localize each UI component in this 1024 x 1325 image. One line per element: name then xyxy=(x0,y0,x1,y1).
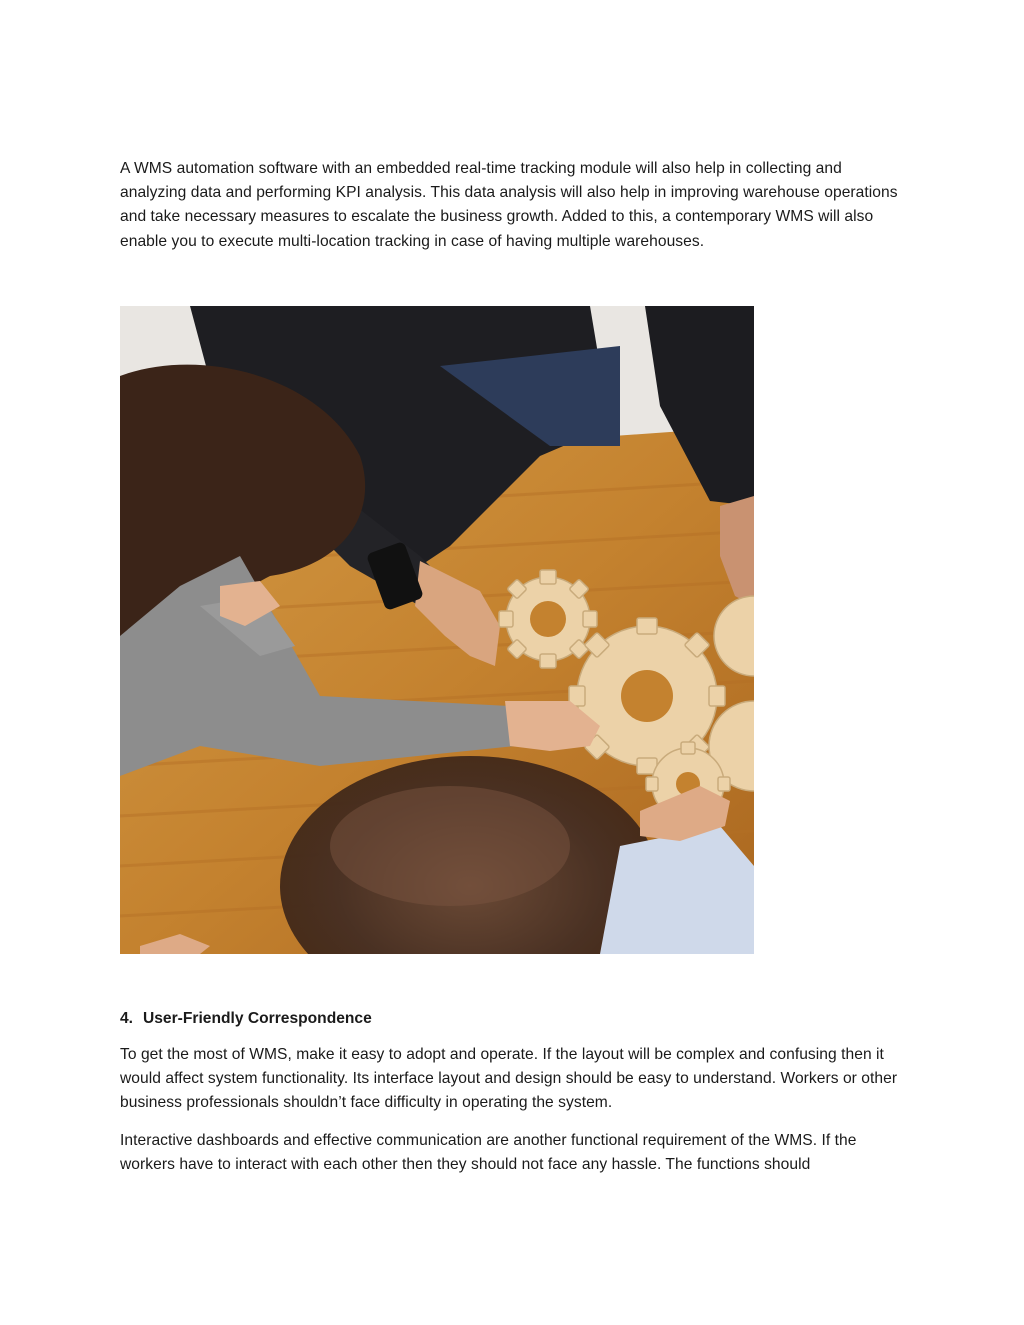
paragraph-usability: To get the most of WMS, make it easy to adopt and operate. If the layout will be complex and confusing then it would affect system functionality. Its interface layout and design should be easy to understand. Workers or other business professionals shouldn’t face difficulty in operating the system. xyxy=(120,1046,898,1112)
section-title: User-Friendly Correspondence xyxy=(143,1010,372,1027)
section-number: 4. xyxy=(120,1010,134,1027)
section-heading xyxy=(120,1007,372,1031)
team-gears-photo xyxy=(120,306,754,954)
paragraph-dashboards: Interactive dashboards and effective communication are another functional requirement of the WMS. If the workers have to interact with each other then they should not face any hassle. The functions should xyxy=(120,1132,857,1174)
intro-paragraph: A WMS automation software with an embedded real-time tracking module will also help in collecting and analyzing data and performing KPI analysis. This data analysis will also help in improving warehouse operations and take necessary measures to escalate the business growth. Added to this, a contemporary WMS will also enable you to execute multi-location tracking in case of having multiple warehouses. xyxy=(120,160,898,250)
